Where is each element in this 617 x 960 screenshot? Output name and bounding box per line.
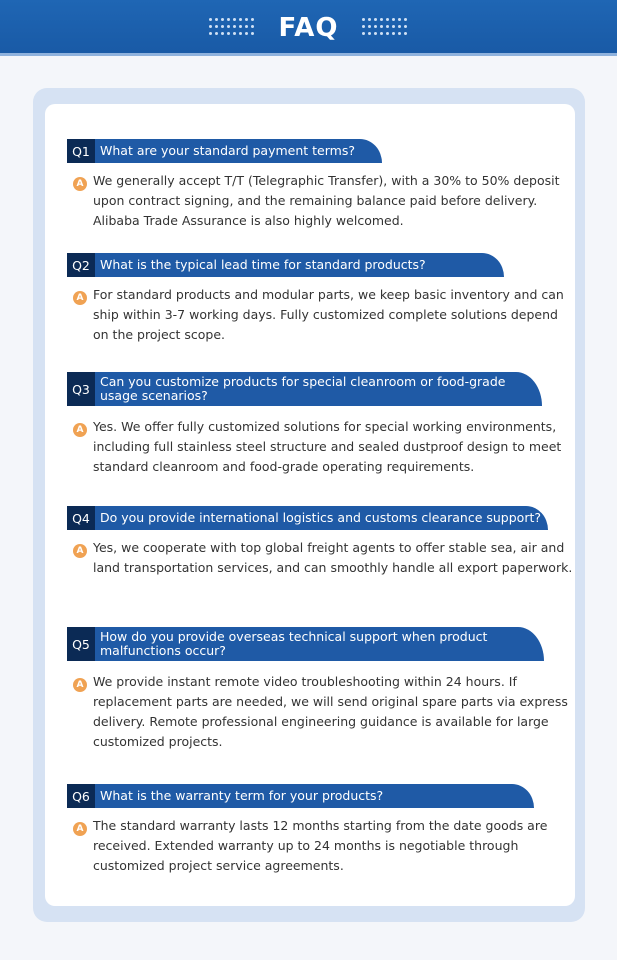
answer-text: We generally accept T/T (Telegraphic Transfer), with a 30% to 50% deposit upon contract signing, and the remaining balance paid before delivery. Alibaba Trade Assurance is also highly welcomed. xyxy=(93,173,560,228)
faq-question-1 xyxy=(67,139,382,163)
decorative-dots-icon xyxy=(362,18,410,38)
question-text: What are your standard payment terms? xyxy=(95,139,382,163)
answer-text: Yes, we cooperate with top global freight agents to offer stable sea, air and land transportation services, and can smoothly handle all export paperwork. xyxy=(93,540,573,575)
answer-text: The standard warranty lasts 12 months starting from the date goods are received. Extended warranty up to 24 months is negotiable through customized project service agreements. xyxy=(93,818,548,873)
faq-question-2 xyxy=(67,253,504,277)
faq-question-5 xyxy=(67,627,544,661)
question-number: Q6 xyxy=(67,784,95,808)
question-text: Do you provide international logistics and customs clearance support? xyxy=(95,506,548,530)
answer-a-icon: A xyxy=(73,291,87,305)
question-text: What is the warranty term for your products? xyxy=(95,784,534,808)
question-text: How do you provide overseas technical support when product malfunctions occur? xyxy=(95,627,544,661)
question-number: Q4 xyxy=(67,506,95,530)
question-number: Q5 xyxy=(67,627,95,661)
question-number: Q3 xyxy=(67,372,95,406)
answer-a-icon: A xyxy=(73,678,87,692)
question-number: Q2 xyxy=(67,253,95,277)
question-text: What is the typical lead time for standard products? xyxy=(95,253,504,277)
faq-question-6 xyxy=(67,784,534,808)
page-title: FAQ xyxy=(278,13,339,43)
answer-a-icon: A xyxy=(73,423,87,437)
faq-question-4 xyxy=(67,506,548,530)
question-text: Can you customize products for special cleanroom or food-grade usage scenarios? xyxy=(95,372,542,406)
header-banner xyxy=(0,0,617,56)
answer-a-icon: A xyxy=(73,544,87,558)
answer-a-icon: A xyxy=(73,177,87,191)
answer-text: For standard products and modular parts, we keep basic inventory and can ship within 3-7 working days. Fully customized complete solutions depend on the project scope. xyxy=(93,287,564,342)
answer-text: We provide instant remote video troubleshooting within 24 hours. If replacement parts are needed, we will send original spare parts via express delivery. Remote professional engineering guidance is available for large customized projects. xyxy=(93,674,568,749)
answer-a-icon: A xyxy=(73,822,87,836)
question-number: Q1 xyxy=(67,139,95,163)
faq-question-3 xyxy=(67,372,542,406)
answer-text: Yes. We offer fully customized solutions for special working environments, including full stainless steel structure and sealed dustproof design to meet standard cleanroom and food-grade operating requirements. xyxy=(93,419,562,474)
